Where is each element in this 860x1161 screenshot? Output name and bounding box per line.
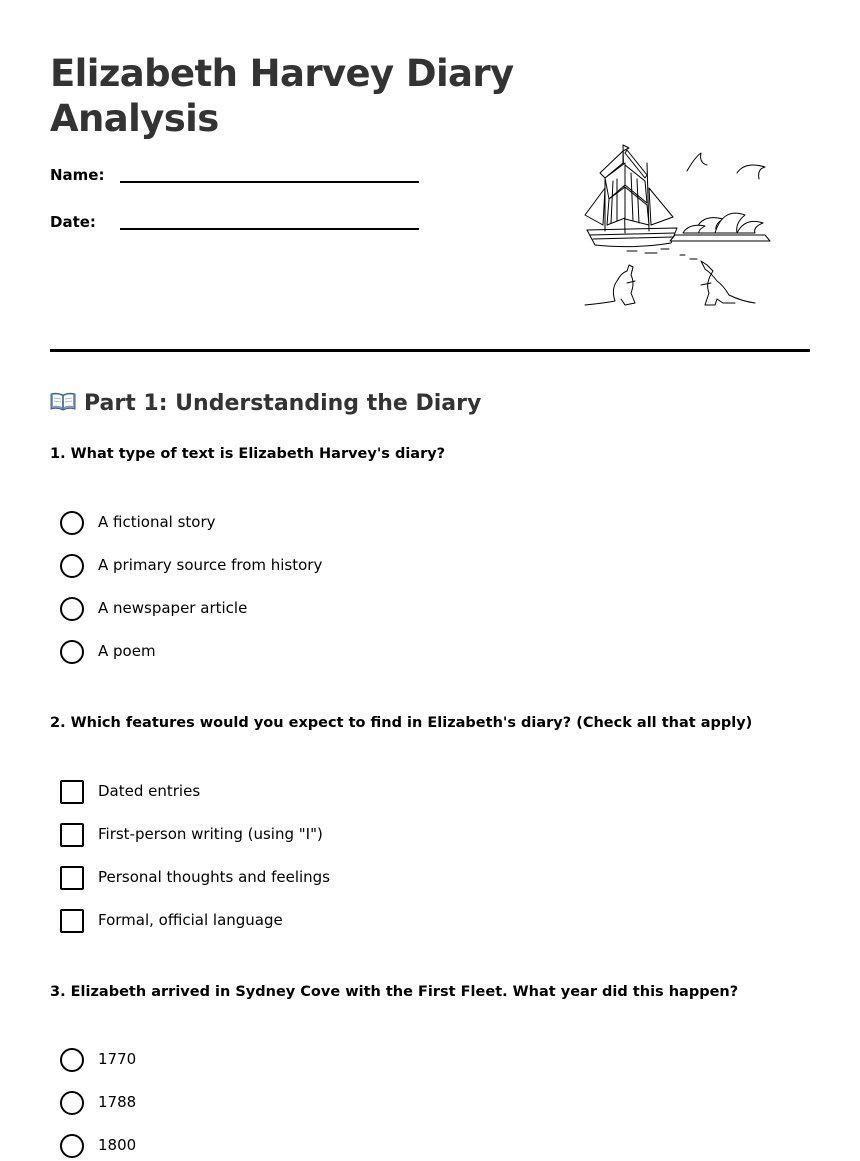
date-write-line[interactable] xyxy=(120,228,419,230)
radio-button[interactable] xyxy=(60,1048,84,1072)
q2-option-3[interactable] xyxy=(60,865,660,891)
q2-option-2[interactable] xyxy=(60,822,660,848)
q1-option-4[interactable] xyxy=(60,639,660,665)
option-label: First-person writing (using "I") xyxy=(98,825,323,843)
page-title: Elizabeth Harvey Diary Analysis xyxy=(50,52,514,140)
option-label: A poem xyxy=(98,642,156,660)
option-label: 1770 xyxy=(98,1050,137,1068)
part1-heading xyxy=(50,388,481,420)
q2-option-1[interactable] xyxy=(60,779,660,805)
q3-option-3[interactable] xyxy=(60,1133,660,1159)
radio-button[interactable] xyxy=(60,597,84,621)
option-label: Formal, official language xyxy=(98,911,283,929)
option-label: A fictional story xyxy=(98,513,216,531)
checkbox[interactable] xyxy=(60,866,84,890)
question-3: 3. Elizabeth arrived in Sydney Cove with the First Fleet. What year did this happen? xyxy=(50,984,739,1000)
open-book-icon xyxy=(50,389,76,409)
option-label: Personal thoughts and feelings xyxy=(98,868,331,886)
q2-option-4[interactable] xyxy=(60,908,660,934)
checkbox[interactable] xyxy=(60,909,84,933)
date-label: Date: xyxy=(50,213,96,231)
q1-option-1[interactable] xyxy=(60,510,660,536)
name-write-line[interactable] xyxy=(120,181,419,183)
option-label: 1788 xyxy=(98,1093,137,1111)
q3-option-2[interactable] xyxy=(60,1090,660,1116)
q1-option-2[interactable] xyxy=(60,553,660,579)
option-label: A primary source from history xyxy=(98,556,323,574)
header-divider xyxy=(50,349,810,352)
option-label: A newspaper article xyxy=(98,599,248,617)
radio-button[interactable] xyxy=(60,1091,84,1115)
question-2: 2. Which features would you expect to find in Elizabeth's diary? (Check all that apply) xyxy=(50,715,753,731)
ship-opera-house-kangaroos-icon xyxy=(565,133,795,313)
name-field xyxy=(50,165,430,195)
q3-option-1[interactable] xyxy=(60,1047,660,1073)
question-1: 1. What type of text is Elizabeth Harvey's diary? xyxy=(50,446,446,462)
option-label: Dated entries xyxy=(98,782,201,800)
radio-button[interactable] xyxy=(60,1134,84,1158)
checkbox[interactable] xyxy=(60,780,84,804)
name-label: Name: xyxy=(50,166,105,184)
option-label: 1800 xyxy=(98,1136,137,1154)
date-field xyxy=(50,212,430,242)
radio-button[interactable] xyxy=(60,640,84,664)
part1-title: Part 1: Understanding the Diary xyxy=(84,391,482,416)
radio-button[interactable] xyxy=(60,554,84,578)
radio-button[interactable] xyxy=(60,511,84,535)
q1-option-3[interactable] xyxy=(60,596,660,622)
checkbox[interactable] xyxy=(60,823,84,847)
